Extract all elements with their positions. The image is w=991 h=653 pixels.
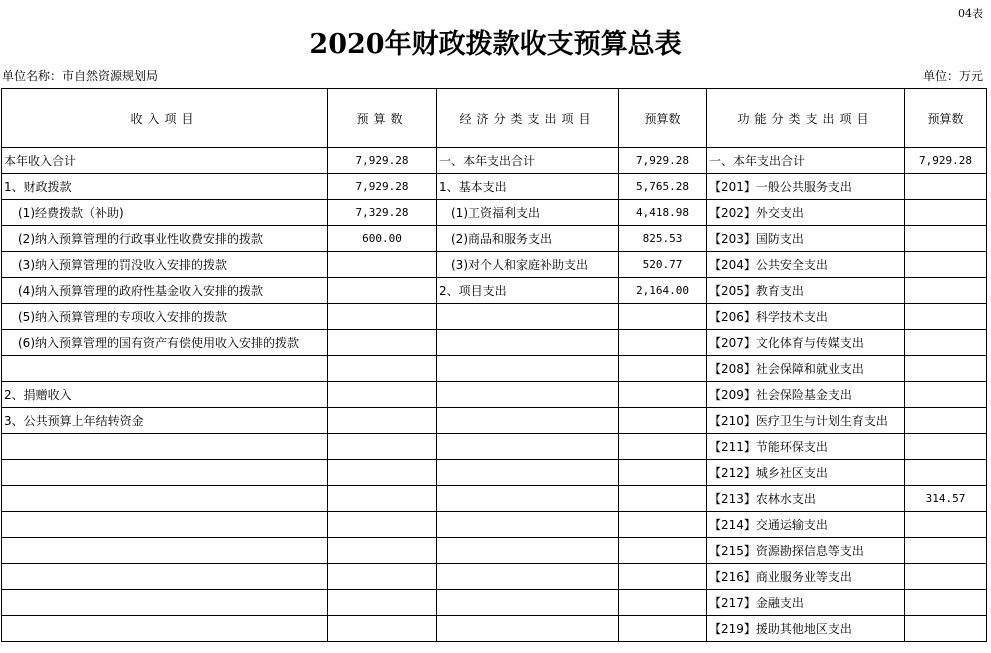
func-budget-cell bbox=[905, 200, 987, 226]
income-budget-cell bbox=[328, 434, 437, 460]
econ-item-cell bbox=[437, 486, 619, 512]
econ-budget-cell: 4,418.98 bbox=[619, 200, 707, 226]
table-row bbox=[2, 330, 987, 356]
econ-budget-cell bbox=[619, 304, 707, 330]
econ-item-cell bbox=[437, 382, 619, 408]
econ-budget-cell bbox=[619, 512, 707, 538]
table-row bbox=[2, 174, 987, 200]
econ-item-cell bbox=[437, 564, 619, 590]
income-item-cell bbox=[2, 564, 328, 590]
table-row bbox=[2, 460, 987, 486]
econ-item-cell: 一、本年支出合计 bbox=[437, 148, 619, 174]
header-income-item: 收入项目 bbox=[2, 89, 328, 148]
econ-item-cell bbox=[437, 356, 619, 382]
econ-budget-cell bbox=[619, 408, 707, 434]
func-item-cell: 【204】公共安全支出 bbox=[707, 252, 905, 278]
func-item-cell: 【207】文化体育与传媒支出 bbox=[707, 330, 905, 356]
income-item-cell: (4)纳入预算管理的政府性基金收入安排的拨款 bbox=[2, 278, 328, 304]
table-row bbox=[2, 434, 987, 460]
unit-name: 单位名称：市自然资源规划局 bbox=[2, 69, 159, 83]
func-item-cell: 【202】外交支出 bbox=[707, 200, 905, 226]
income-budget-cell: 600.00 bbox=[328, 226, 437, 252]
econ-budget-cell bbox=[619, 538, 707, 564]
func-budget-cell bbox=[905, 538, 987, 564]
func-budget-cell: 7,929.28 bbox=[905, 148, 987, 174]
currency-unit: 单位：万元 bbox=[922, 69, 983, 83]
income-item-cell bbox=[2, 616, 328, 642]
table-body bbox=[2, 148, 987, 642]
func-item-cell: 【209】社会保险基金支出 bbox=[707, 382, 905, 408]
table-row bbox=[2, 148, 987, 174]
form-number: 04表 bbox=[958, 7, 983, 20]
header-income-budget: 预算数 bbox=[328, 89, 437, 148]
econ-budget-cell bbox=[619, 330, 707, 356]
table-row bbox=[2, 486, 987, 512]
econ-item-cell: (1)工资福利支出 bbox=[437, 200, 619, 226]
func-item-cell: 【214】交通运输支出 bbox=[707, 512, 905, 538]
table-row bbox=[2, 408, 987, 434]
table-row bbox=[2, 590, 987, 616]
econ-item-cell bbox=[437, 330, 619, 356]
income-item-cell bbox=[2, 486, 328, 512]
income-item-cell bbox=[2, 538, 328, 564]
table-row bbox=[2, 616, 987, 642]
func-budget-cell bbox=[905, 590, 987, 616]
income-budget-cell: 7,929.28 bbox=[328, 174, 437, 200]
income-item-cell: 3、公共预算上年结转资金 bbox=[2, 408, 328, 434]
income-budget-cell: 7,329.28 bbox=[328, 200, 437, 226]
func-budget-cell bbox=[905, 512, 987, 538]
func-budget-cell bbox=[905, 174, 987, 200]
func-item-cell: 【215】资源勘探信息等支出 bbox=[707, 538, 905, 564]
income-item-cell: (2)纳入预算管理的行政事业性收费安排的拨款 bbox=[2, 226, 328, 252]
func-budget-cell: 314.57 bbox=[905, 486, 987, 512]
table-row bbox=[2, 278, 987, 304]
header-func-budget: 预算数 bbox=[905, 89, 987, 148]
econ-item-cell bbox=[437, 460, 619, 486]
econ-budget-cell bbox=[619, 356, 707, 382]
income-item-cell: (6)纳入预算管理的国有资产有偿使用收入安排的拨款 bbox=[2, 330, 328, 356]
income-budget-cell bbox=[328, 408, 437, 434]
func-budget-cell bbox=[905, 382, 987, 408]
econ-budget-cell: 520.77 bbox=[619, 252, 707, 278]
func-budget-cell bbox=[905, 434, 987, 460]
func-budget-cell bbox=[905, 460, 987, 486]
income-item-cell: (1)经费拨款（补助) bbox=[2, 200, 328, 226]
func-item-cell: 【219】援助其他地区支出 bbox=[707, 616, 905, 642]
income-budget-cell bbox=[328, 278, 437, 304]
func-budget-cell bbox=[905, 356, 987, 382]
func-item-cell: 【203】国防支出 bbox=[707, 226, 905, 252]
income-item-cell bbox=[2, 512, 328, 538]
table-row bbox=[2, 304, 987, 330]
func-budget-cell bbox=[905, 564, 987, 590]
econ-item-cell bbox=[437, 538, 619, 564]
func-item-cell: 【206】科学技术支出 bbox=[707, 304, 905, 330]
income-item-cell bbox=[2, 590, 328, 616]
table-row bbox=[2, 564, 987, 590]
table-row bbox=[2, 200, 987, 226]
income-budget-cell bbox=[328, 356, 437, 382]
table-header-row bbox=[2, 89, 987, 148]
func-budget-cell bbox=[905, 226, 987, 252]
page-title: 2020年财政拨款收支预算总表 bbox=[309, 29, 682, 60]
header-econ-item: 经济分类支出项目 bbox=[437, 89, 619, 148]
income-item-cell bbox=[2, 434, 328, 460]
income-budget-cell bbox=[328, 252, 437, 278]
func-budget-cell bbox=[905, 330, 987, 356]
income-item-cell: (3)纳入预算管理的罚没收入安排的拨款 bbox=[2, 252, 328, 278]
func-item-cell: 【205】教育支出 bbox=[707, 278, 905, 304]
econ-item-cell: 2、项目支出 bbox=[437, 278, 619, 304]
func-item-cell: 【216】商业服务业等支出 bbox=[707, 564, 905, 590]
income-item-cell bbox=[2, 460, 328, 486]
table-row bbox=[2, 538, 987, 564]
header-func-item: 功能分类支出项目 bbox=[707, 89, 905, 148]
func-item-cell: 【208】社会保障和就业支出 bbox=[707, 356, 905, 382]
econ-budget-cell bbox=[619, 382, 707, 408]
income-budget-cell bbox=[328, 616, 437, 642]
econ-budget-cell bbox=[619, 434, 707, 460]
income-budget-cell bbox=[328, 486, 437, 512]
econ-item-cell: 1、基本支出 bbox=[437, 174, 619, 200]
econ-item-cell: (2)商品和服务支出 bbox=[437, 226, 619, 252]
income-item-cell: 1、财政拨款 bbox=[2, 174, 328, 200]
income-budget-cell: 7,929.28 bbox=[328, 148, 437, 174]
econ-item-cell bbox=[437, 434, 619, 460]
econ-item-cell bbox=[437, 408, 619, 434]
func-item-cell: 【201】一般公共服务支出 bbox=[707, 174, 905, 200]
func-item-cell: 一、本年支出合计 bbox=[707, 148, 905, 174]
econ-budget-cell bbox=[619, 460, 707, 486]
income-item-cell: (5)纳入预算管理的专项收入安排的拨款 bbox=[2, 304, 328, 330]
econ-budget-cell: 825.53 bbox=[619, 226, 707, 252]
func-item-cell: 【212】城乡社区支出 bbox=[707, 460, 905, 486]
income-budget-cell bbox=[328, 590, 437, 616]
income-budget-cell bbox=[328, 304, 437, 330]
func-budget-cell bbox=[905, 278, 987, 304]
econ-budget-cell bbox=[619, 590, 707, 616]
econ-item-cell bbox=[437, 616, 619, 642]
econ-item-cell bbox=[437, 304, 619, 330]
header-econ-budget: 预算数 bbox=[619, 89, 707, 148]
func-item-cell: 【210】医疗卫生与计划生育支出 bbox=[707, 408, 905, 434]
func-budget-cell bbox=[905, 252, 987, 278]
income-budget-cell bbox=[328, 512, 437, 538]
table-row bbox=[2, 382, 987, 408]
table-row bbox=[2, 356, 987, 382]
econ-budget-cell: 7,929.28 bbox=[619, 148, 707, 174]
income-item-cell: 本年收入合计 bbox=[2, 148, 328, 174]
table-row bbox=[2, 226, 987, 252]
income-budget-cell bbox=[328, 382, 437, 408]
econ-item-cell bbox=[437, 512, 619, 538]
econ-budget-cell bbox=[619, 616, 707, 642]
table-row bbox=[2, 512, 987, 538]
income-budget-cell bbox=[328, 460, 437, 486]
econ-budget-cell: 5,765.28 bbox=[619, 174, 707, 200]
econ-item-cell: (3)对个人和家庭补助支出 bbox=[437, 252, 619, 278]
income-budget-cell bbox=[328, 564, 437, 590]
budget-table bbox=[1, 88, 987, 642]
table-row bbox=[2, 252, 987, 278]
func-budget-cell bbox=[905, 304, 987, 330]
func-item-cell: 【213】农林水支出 bbox=[707, 486, 905, 512]
func-item-cell: 【211】节能环保支出 bbox=[707, 434, 905, 460]
income-item-cell: 2、捐赠收入 bbox=[2, 382, 328, 408]
econ-budget-cell bbox=[619, 564, 707, 590]
econ-budget-cell bbox=[619, 486, 707, 512]
func-budget-cell bbox=[905, 408, 987, 434]
func-budget-cell bbox=[905, 616, 987, 642]
income-budget-cell bbox=[328, 330, 437, 356]
income-item-cell bbox=[2, 356, 328, 382]
econ-item-cell bbox=[437, 590, 619, 616]
income-budget-cell bbox=[328, 538, 437, 564]
econ-budget-cell: 2,164.00 bbox=[619, 278, 707, 304]
func-item-cell: 【217】金融支出 bbox=[707, 590, 905, 616]
